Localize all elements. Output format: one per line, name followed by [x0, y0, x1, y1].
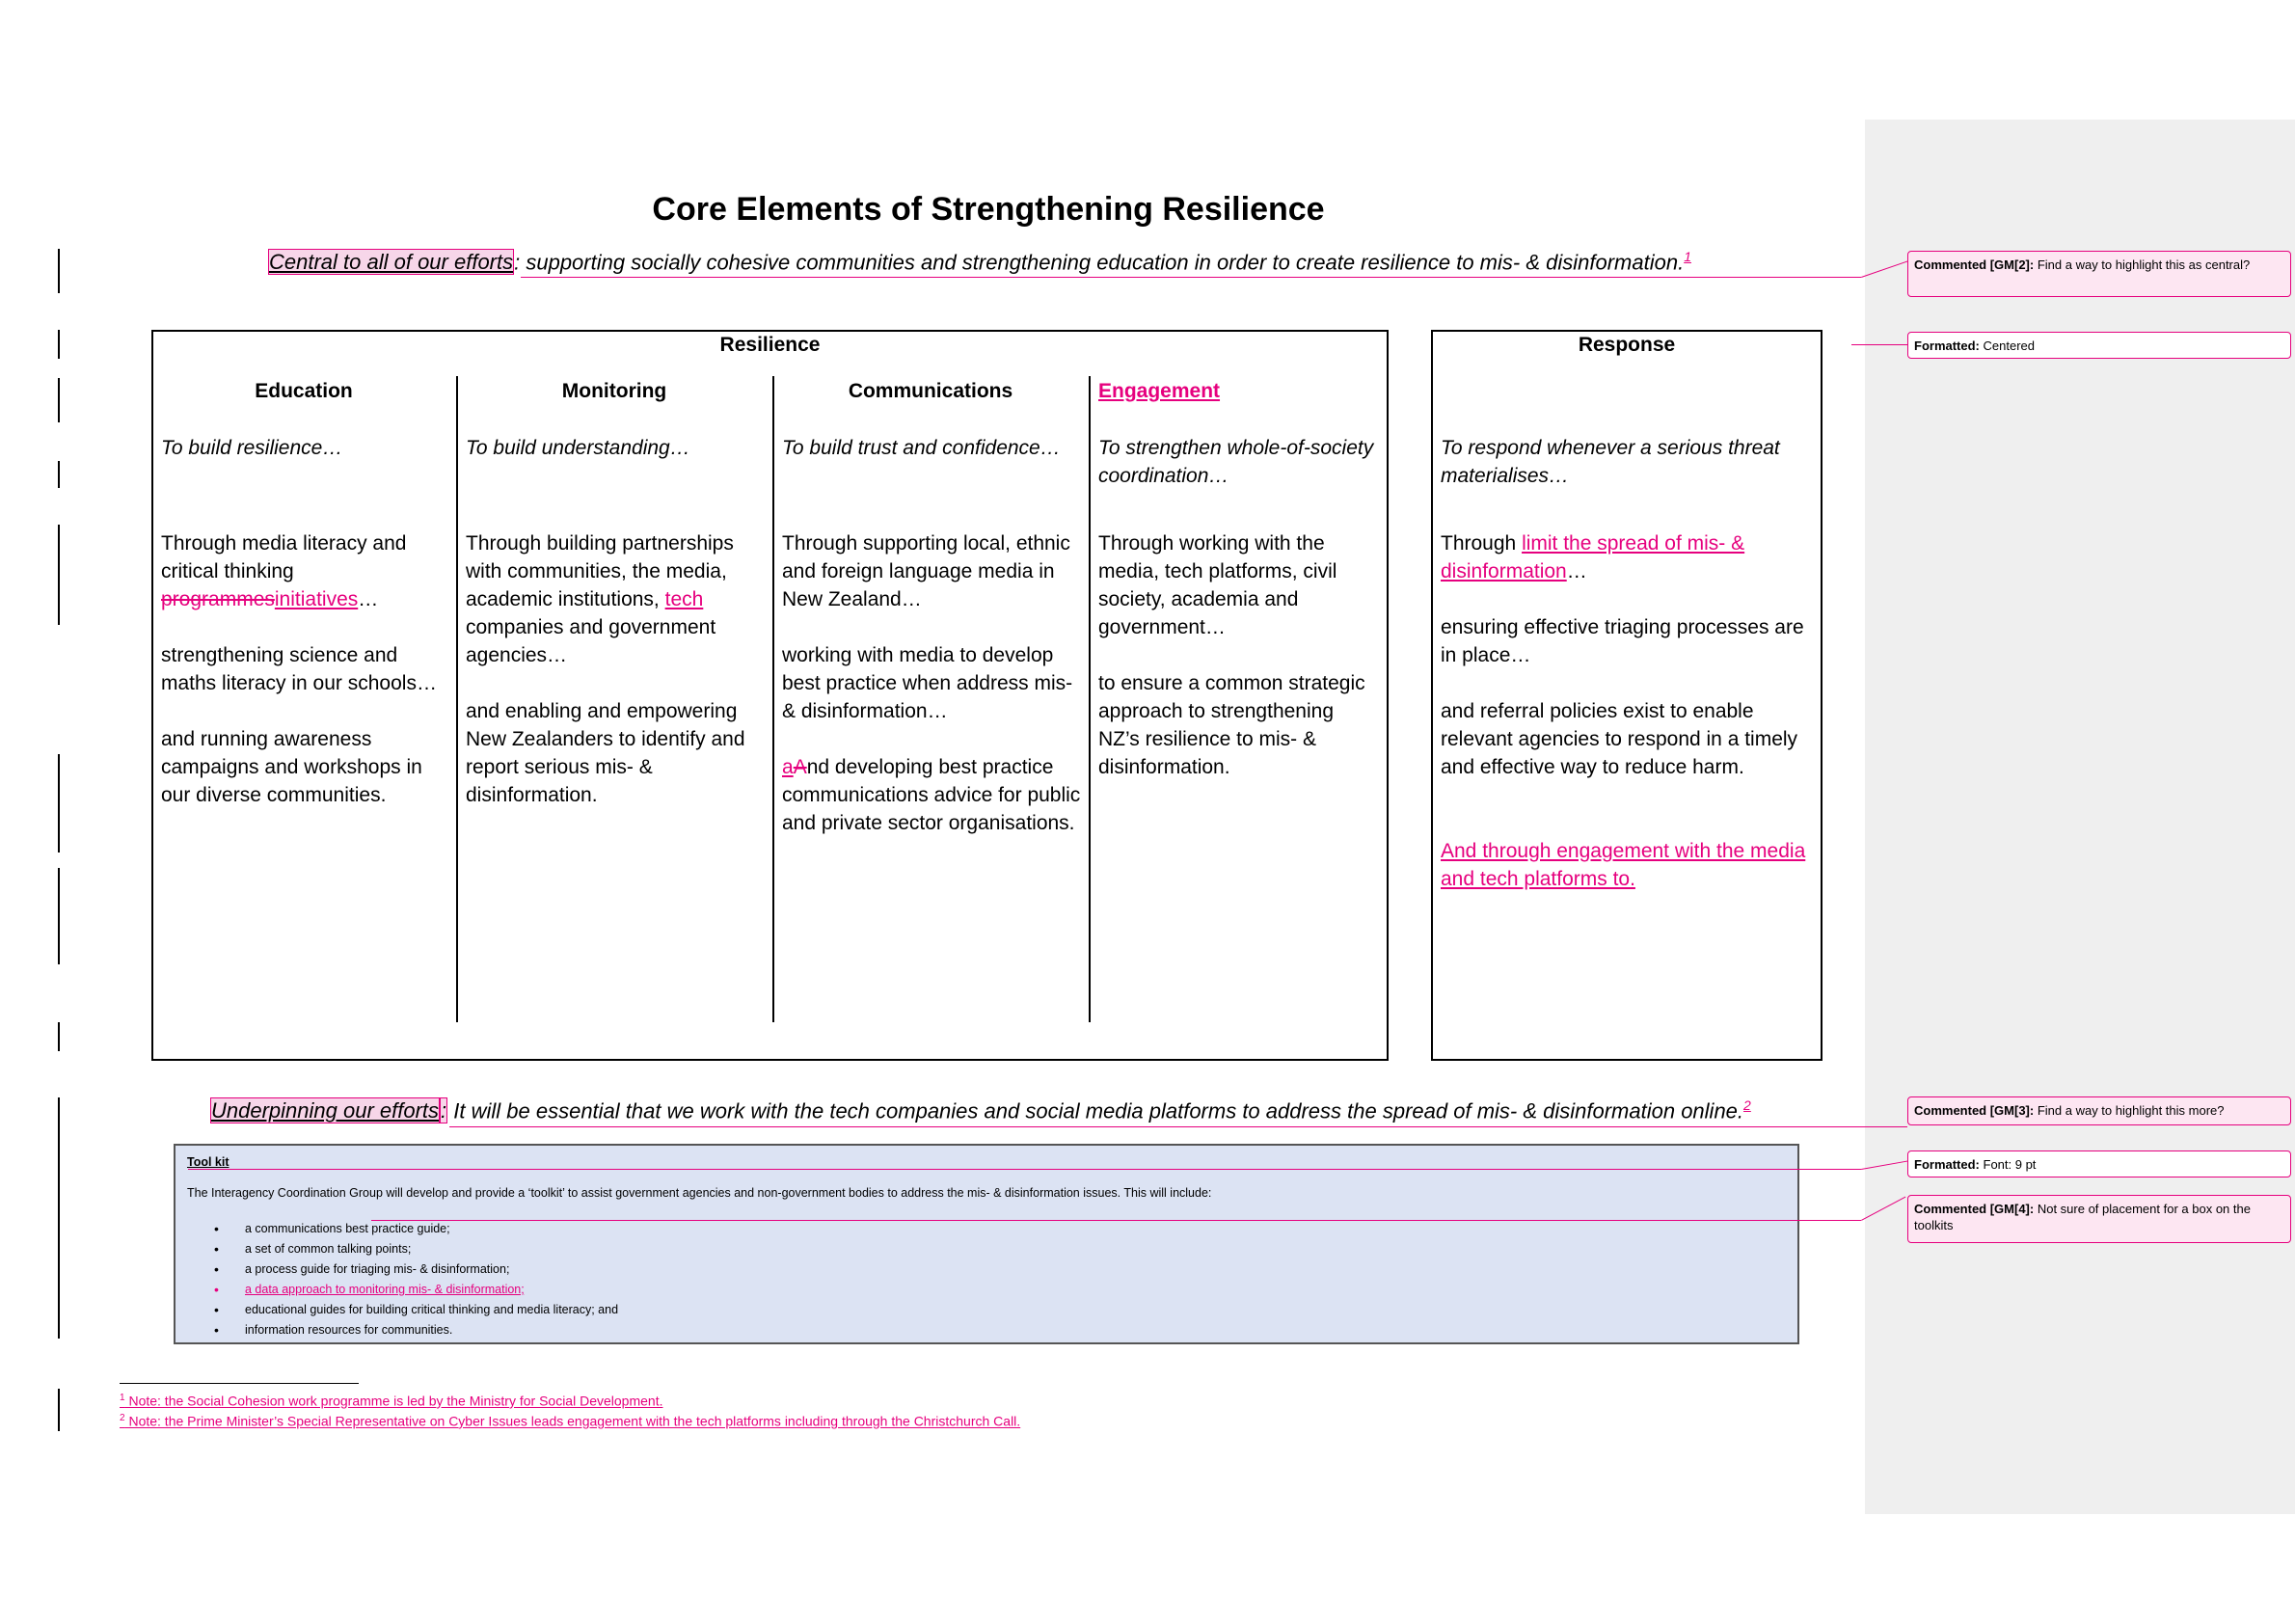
comment-balloon[interactable]: Commented [GM[2]: Find a way to highlight this as central? — [1907, 251, 2291, 297]
column-lead: To build understanding… — [466, 437, 690, 459]
response-heading: Response — [1578, 334, 1676, 356]
formatting-balloon[interactable]: Formatted: Centered — [1907, 332, 2291, 359]
column-divider — [456, 376, 458, 1022]
column-heading-education: Education — [255, 380, 353, 402]
column-divider — [772, 376, 774, 1022]
footnote-separator — [120, 1383, 359, 1384]
comment-connector — [188, 1169, 1861, 1170]
comment-balloon[interactable]: Commented [GM[3]: Find a way to highlight this more? — [1907, 1096, 2291, 1125]
column-paragraph: and enabling and empowering New Zealanders to identify and report serious mis- & disinformation. — [466, 700, 745, 806]
column-education — [161, 434, 450, 837]
intro-line — [268, 249, 1691, 275]
toolkit-box — [174, 1144, 1799, 1344]
change-bar — [58, 1389, 60, 1431]
inserted-text: tech — [664, 588, 704, 610]
comment-connector — [449, 1126, 1907, 1127]
column-heading-monitoring: Monitoring — [561, 380, 667, 402]
column-paragraph: aAnd developing best practice communications advice for public and private sector organisations. — [782, 756, 1081, 834]
column-paragraph: to ensure a common strategic approach to strengthening NZ’s resilience to mis- & disinformation. — [1098, 672, 1365, 778]
column-paragraph: Through limit the spread of mis- & disinformation… — [1441, 532, 1745, 582]
change-bar — [58, 754, 60, 853]
toolkit-intro: The Interagency Coordination Group will develop and provide a ‘toolkit’ to assist government agencies and non-government bodies to address the mis- & disinformation issues. This will include: — [187, 1186, 1212, 1200]
footnote-ref-2[interactable]: 2 — [1743, 1097, 1751, 1113]
change-bar — [58, 461, 60, 488]
inserted-text: And through engagement with the media and tech platforms to. — [1441, 840, 1806, 890]
toolkit-title: Tool kit — [187, 1155, 230, 1169]
underpinning-line: Underpinning our efforts: It will be essential that we work with the tech companies and social media platforms to address the spread of mis- & disinformation online.$^2$ — [211, 1097, 1751, 1123]
column-paragraph: and referral policies exist to enable relevant agencies to respond in a timely and effective way to reduce harm. — [1441, 700, 1798, 778]
change-bar — [58, 378, 60, 422]
footnote-1: $^1$ Note: the Social Cohesion work programme is led by the Ministry for Social Development. — [120, 1393, 663, 1409]
column-monitoring — [466, 434, 767, 837]
column-lead: To respond whenever a serious threat materialises… — [1441, 437, 1780, 487]
change-bar — [58, 525, 60, 625]
intro-text: : supporting socially cohesive communities and strengthening education in order to create resilience to mis- & disinformation. — [514, 250, 1685, 275]
underpinning-label[interactable]: Underpinning our efforts — [211, 1098, 440, 1123]
column-lead: To build resilience… — [161, 437, 343, 459]
column-lead: To build trust and confidence… — [782, 437, 1061, 459]
deleted-text: programmes — [161, 588, 275, 610]
column-engagement — [1098, 434, 1380, 809]
list-item: • a set of common talking points; — [214, 1239, 1757, 1259]
change-bar — [58, 249, 60, 293]
column-paragraph: Through building partnerships with communities, the media, academic institutions, tech companies and government agencies… — [466, 532, 734, 666]
footnote-ref-1[interactable]: 1 — [1684, 249, 1691, 264]
inserted-text: a — [782, 756, 794, 778]
footnote-2: $^2$ Note: the Prime Minister’s Special Representative on Cyber Issues leads engagement with the tech platforms including through the Christchurch Call. — [120, 1413, 1021, 1429]
underpinning-text: It will be essential that we work with the tech companies and social media platforms to address the spread of mis- & disinformation online. — [447, 1098, 1744, 1123]
column-paragraph: Through supporting local, ethnic and foreign language media in New Zealand… — [782, 532, 1070, 610]
list-item-inserted: • a data approach to monitoring mis- & disinformation; — [214, 1280, 1757, 1300]
list-item: • educational guides for building critical thinking and media literacy; and — [214, 1300, 1757, 1320]
comment-connector — [521, 277, 1861, 278]
column-heading-communications: Communications — [848, 380, 1013, 402]
comment-connector — [371, 1220, 1861, 1221]
change-bar — [58, 330, 60, 359]
comment-connector — [1851, 344, 1907, 345]
page-title: Core Elements of Strengthening Resilience — [652, 191, 1325, 228]
list-item: • a process guide for triaging mis- & disinformation; — [214, 1259, 1757, 1280]
intro-label[interactable]: Central to all of our efforts — [269, 250, 514, 275]
column-paragraph: and running awareness campaigns and workshops in our diverse communities. — [161, 728, 422, 806]
resilience-heading: Resilience — [719, 334, 821, 356]
column-paragraph: ensuring effective triaging processes are in place… — [1441, 616, 1804, 666]
change-bar — [58, 1022, 60, 1051]
markup-pane — [1865, 120, 2295, 1514]
comment-balloon[interactable]: Commented [GM[4]: Not sure of placement for a box on the toolkits — [1907, 1195, 2291, 1243]
inserted-text: initiatives — [274, 588, 359, 610]
column-paragraph: Through working with the media, tech platforms, civil society, academia and government… — [1098, 532, 1337, 638]
column-lead: To strengthen whole-of-society coordination… — [1098, 437, 1374, 487]
formatting-balloon[interactable]: Formatted: Font: 9 pt — [1907, 1150, 2291, 1177]
toolkit-list — [176, 1219, 1757, 1340]
column-divider — [1089, 376, 1091, 1022]
list-item: • a communications best practice guide; — [214, 1219, 1757, 1239]
column-heading-engagement: Engagement — [1098, 380, 1221, 402]
column-paragraph: working with media to develop best practice when address mis- & disinformation… — [782, 644, 1073, 722]
change-bar — [58, 1097, 60, 1339]
column-communications — [782, 434, 1083, 865]
list-item: • information resources for communities. — [214, 1320, 1757, 1340]
response-column — [1441, 434, 1817, 921]
deleted-text: A — [793, 756, 807, 778]
column-paragraph: Through media literacy and critical thinking programmesinitiatives… — [161, 532, 407, 610]
change-bar — [58, 868, 60, 964]
column-paragraph: strengthening science and maths literacy in our schools… — [161, 644, 437, 694]
inserted-text: limit the spread of mis- & disinformation — [1441, 532, 1745, 582]
